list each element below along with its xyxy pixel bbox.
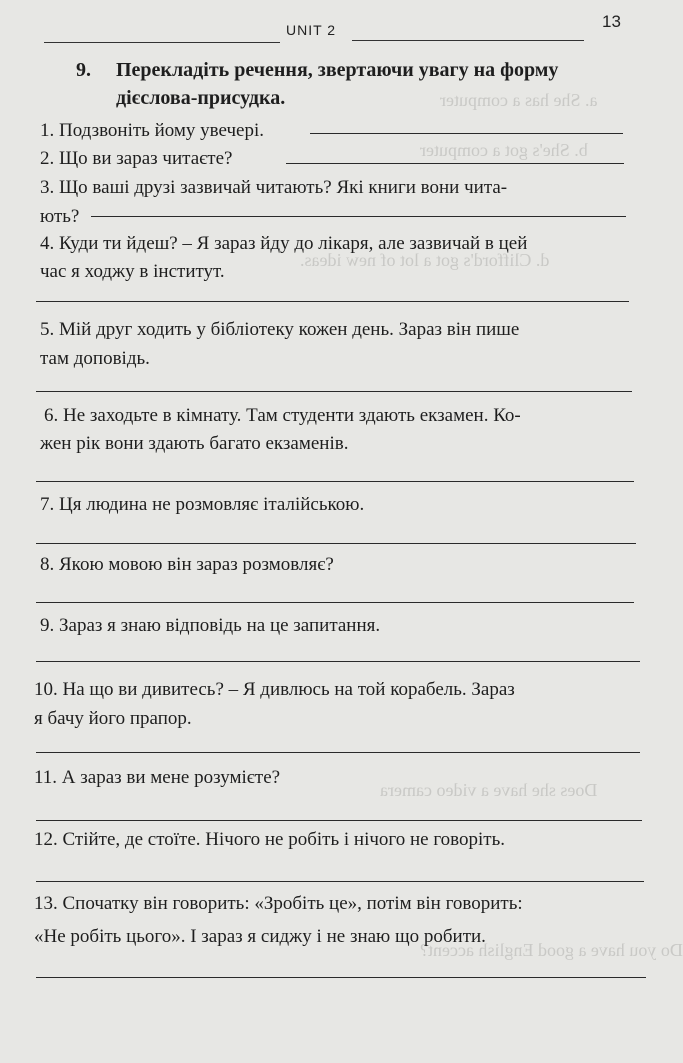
item-2-answer-line [286,163,624,164]
item-5-text-line-1: 5. Мій друг ходить у бібліотеку кожен день. Зараз він пише [40,319,520,340]
item-6-text-line-1: 6. Не заходьте в кімнату. Там студенти здають екзамен. Ко- [44,405,521,426]
item-11-text: 11. А зараз ви мене розумієте? [34,767,281,788]
exercise-instruction-line-1: Перекладіть речення, звертаючи увагу на форму [116,59,559,81]
item-5-text-line-2: там доповідь. [40,348,150,369]
item-4-answer-line [36,301,629,302]
item-7-answer-line [36,543,636,544]
item-1-text: 1. Подзвоніть йому увечері. [40,120,265,141]
item-10-text-line-1: 10. На що ви дивитесь? – Я дивлюсь на той корабель. Зараз [34,679,515,700]
item-6-answer-line [36,481,634,482]
item-9-text: 9. Зараз я знаю відповідь на це запитання. [40,615,381,636]
item-12-answer-line [36,881,644,882]
item-11-answer-line [36,820,642,821]
bleed-through-text: b. She's got a computer [420,140,588,160]
bleed-through-text: Do you have a good English accent? [420,940,683,960]
bleed-through-text: Does she have a video camera [380,780,598,800]
item-6-text-line-2: жен рік вони здають багато екзаменів. [40,433,349,454]
item-8-answer-line [36,602,634,603]
exercise-instruction-line-2: дієслова-присудка. [116,87,286,109]
unit-heading: UNIT 2 [286,22,337,38]
item-2-text: 2. Що ви зараз читаєте? [40,148,233,169]
item-1-answer-line [310,133,623,134]
item-3-text-line-2: ють? [40,206,80,227]
item-10-answer-line [36,752,640,753]
item-3-answer-line [91,216,626,217]
item-5-answer-line [36,391,632,392]
exercise-number: 9. [76,59,91,81]
header-rule-right [352,40,584,41]
bleed-through-text: a. She has a computer [440,90,598,110]
item-13-answer-line [36,977,646,978]
item-10-text-line-2: я бачу його прапор. [34,708,192,729]
item-3-text-line-1: 3. Що ваші друзі зазвичай читають? Які книги вони чита- [40,177,508,198]
header-rule-left [44,42,280,43]
bleed-through-text: d. Clifford's got a lot of new ideas. [300,250,550,270]
item-4-text-line-2: час я ходжу в інститут. [40,261,225,282]
item-13-text-line-1: 13. Спочатку він говорить: «Зробіть це», потім він говорить: [34,893,523,914]
item-7-text: 7. Ця людина не розмовляє італійською. [40,494,365,515]
item-13-text-line-2: «Не робіть цього». І зараз я сиджу і не знаю що робити. [34,926,486,947]
page-number: 13 [602,12,621,31]
item-12-text: 12. Стійте, де стоїте. Нічого не робіть і нічого не говоріть. [34,829,506,850]
item-8-text: 8. Якою мовою він зараз розмовляє? [40,554,334,575]
item-9-answer-line [36,661,640,662]
item-4-text-line-1: 4. Куди ти йдеш? – Я зараз йду до лікаря, але зазвичай в цей [40,233,528,254]
